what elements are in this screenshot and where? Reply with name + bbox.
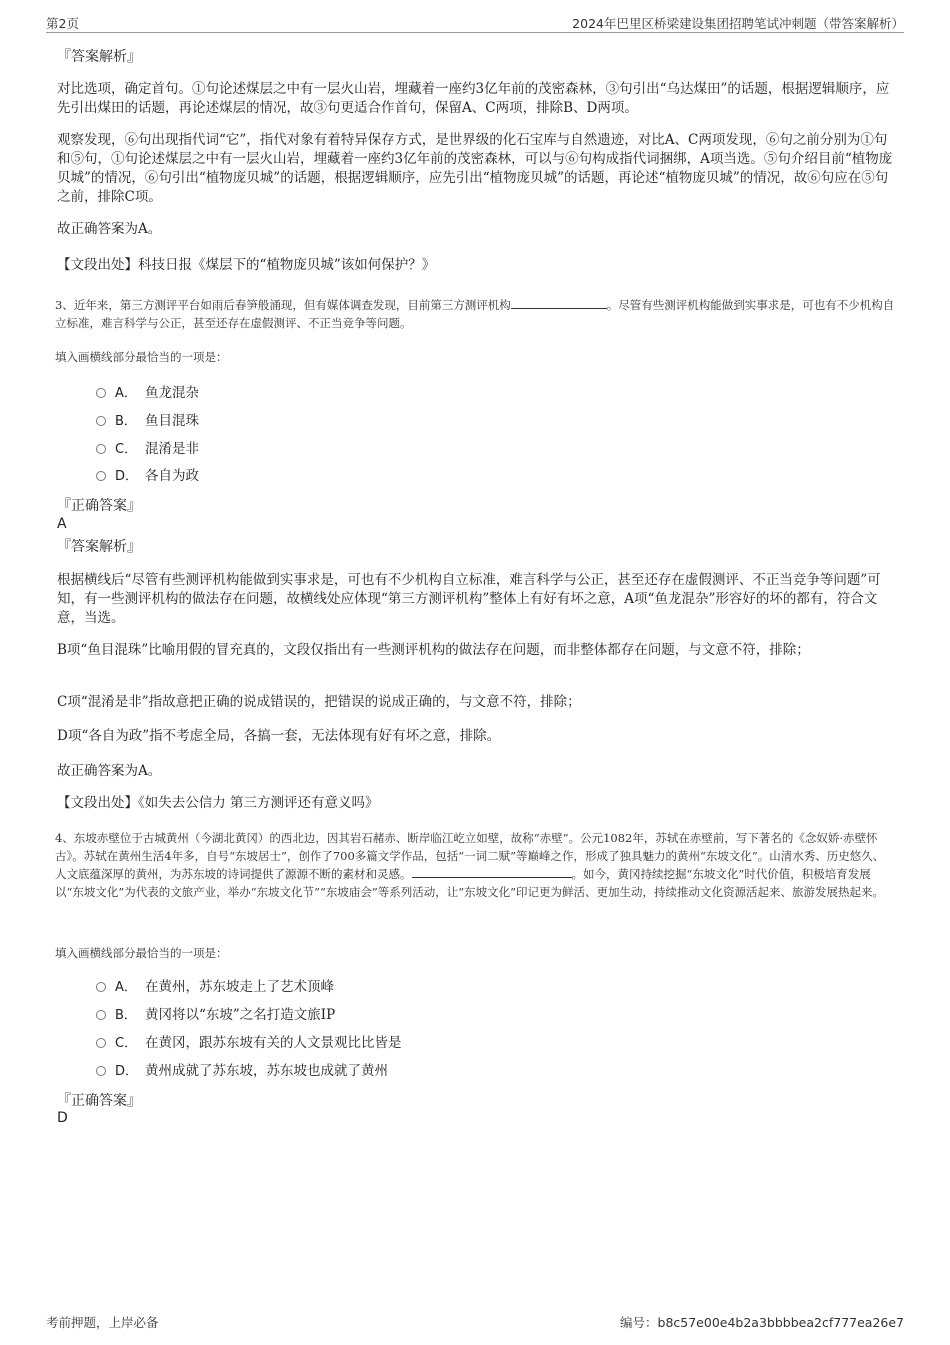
option-b[interactable]: B． 鱼目混珠 (96, 411, 199, 431)
analysis-label: 『答案解析』 (57, 539, 141, 555)
analysis-paragraph: B项“鱼目混珠”比喻用假的冒充真的，文段仅指出有一些测评机构的做法存在问题，而非整体都存在问题，与文意不符，排除； (57, 642, 810, 658)
page-number: 第2页 (46, 16, 79, 31)
question-stem: 4、东坡赤壁位于古城黄州（今湖北黄冈）的西北边，因其岩石赭赤、断岸临江屹立如壁，故称“赤壁”。公元1082年，苏轼在赤壁前，写下著名的《念奴娇·赤壁怀古》。苏轼在黄州生活4年多，自号“东坡居士”，创作了700多篇文学作品，包括“一词二赋”等巅峰之作，形成了独具魅力的黄州“东坡文化”。山清水秀、历史悠久、人文底蕴深厚的黄州，为苏东坡的诗词提供了源源不断的素材和灵感。 。如今，黄冈持续挖掘“东坡文化”时代价值，积极培育发展以“东坡文化”为代表的文旅产业，举办“东坡文化节”“东坡庙会”等系列活动，让“东坡文化”印记更为鲜活、更加生动，持续推动文化资源活起来、旅游发展热起来。 (55, 831, 885, 899)
question-stem: 3、近年来，第三方测评平台如雨后春笋般涌现，但有媒体调查发现，目前第三方测评机构 。尽管有些测评机构能做到实事求是，可也有不少机构自立标准，难言科学与公正，甚至还存在虚假测评、不正当竞争等问题。 (55, 298, 895, 330)
radio-icon[interactable] (96, 982, 106, 992)
radio-icon[interactable] (96, 1038, 106, 1048)
page-header (46, 14, 904, 33)
analysis-paragraph: 对比选项，确定首句。①句论述煤层之中有一层火山岩，埋藏着一座约3亿年前的茂密森林，③句引出“乌达煤田”的话题，根据逻辑顺序，应先引出煤田的话题，再论述煤层的情况，故③句更适合作首句，保留A、C两项，排除B、D两项。 (57, 81, 890, 116)
radio-icon[interactable] (96, 444, 106, 454)
source-citation: 【文段出处】科技日报《煤层下的“植物庞贝城”该如何保护？》 (57, 257, 436, 273)
radio-icon[interactable] (96, 1066, 106, 1076)
document-code: 编号：b8c57e00e4b2a3bbbbea2cf777ea26e7 (620, 1315, 904, 1330)
conclusion: 故正确答案为A。 (57, 763, 162, 779)
source-citation: 【文段出处】《如失去公信力 第三方测评还有意义吗》 (57, 795, 379, 811)
option-d[interactable]: D． 各自为政 (96, 466, 199, 486)
answer-label: 『正确答案』 (57, 498, 141, 514)
conclusion: 故正确答案为A。 (57, 221, 162, 237)
option-c[interactable]: C． 混淆是非 (96, 439, 199, 459)
page-footer (46, 1313, 904, 1331)
question-prompt: 填入画横线部分最恰当的一项是： (55, 350, 228, 364)
option-a[interactable]: A． 在黄州，苏东坡走上了艺术顶峰 (96, 977, 334, 997)
footer-slogan: 考前押题，上岸必备 (46, 1315, 159, 1330)
analysis-paragraph: 根据横线后“尽管有些测评机构能做到实事求是，可也有不少机构自立标准，难言科学与公正，甚至还存在虚假测评、不正当竞争等问题”可知，有一些测评机构的做法存在问题，故横线处应体现“第三方测评机构”整体上有好有坏之意，A项“鱼龙混杂”形容好的坏的都有，符合文意，当选。 (57, 572, 881, 626)
option-c[interactable]: C． 在黄冈，跟苏东坡有关的人文景观比比皆是 (96, 1033, 402, 1053)
question-prompt: 填入画横线部分最恰当的一项是： (55, 946, 228, 960)
analysis-paragraph: D项“各自为政”指不考虑全局，各搞一套，无法体现有好有坏之意，排除。 (57, 728, 501, 744)
radio-icon[interactable] (96, 471, 106, 481)
analysis-label: 『答案解析』 (57, 49, 141, 65)
option-b[interactable]: B． 黄冈将以“东坡”之名打造文旅IP (96, 1005, 335, 1025)
radio-icon[interactable] (96, 1010, 106, 1020)
radio-icon[interactable] (96, 388, 106, 398)
document-title: 2024年巴里区桥梁建设集团招聘笔试冲刺题（带答案解析） (572, 16, 904, 31)
fill-blank (511, 296, 607, 309)
analysis-paragraph: C项“混淆是非”指故意把正确的说成错误的，把错误的说成正确的，与文意不符，排除； (57, 694, 581, 710)
analysis-paragraph: 观察发现，⑥句出现指代词“它”，指代对象有着特异保存方式，是世界级的化石宝库与自然遗迹，对比A、C两项发现，⑥句之前分别为①句和⑤句，①句论述煤层之中有一层火山岩，埋藏着一座约3亿年前的茂密森林，可以与⑥句构成指代词捆绑，A项当选。⑤句介绍目前“植物庞贝城”的情况，⑥句引出“植物庞贝城”的话题，根据逻辑顺序，应先引出“植物庞贝城”的话题，再论述“植物庞贝城”的情况，故⑥句应在⑤句之前，排除C项。 (57, 132, 893, 205)
answer-label: 『正确答案』 (57, 1093, 141, 1109)
correct-answer: A (57, 516, 67, 532)
option-a[interactable]: A． 鱼龙混杂 (96, 383, 199, 403)
radio-icon[interactable] (96, 416, 106, 426)
fill-blank (412, 865, 572, 878)
option-d[interactable]: D． 黄州成就了苏东坡，苏东坡也成就了黄州 (96, 1061, 388, 1081)
correct-answer: D (57, 1110, 68, 1126)
